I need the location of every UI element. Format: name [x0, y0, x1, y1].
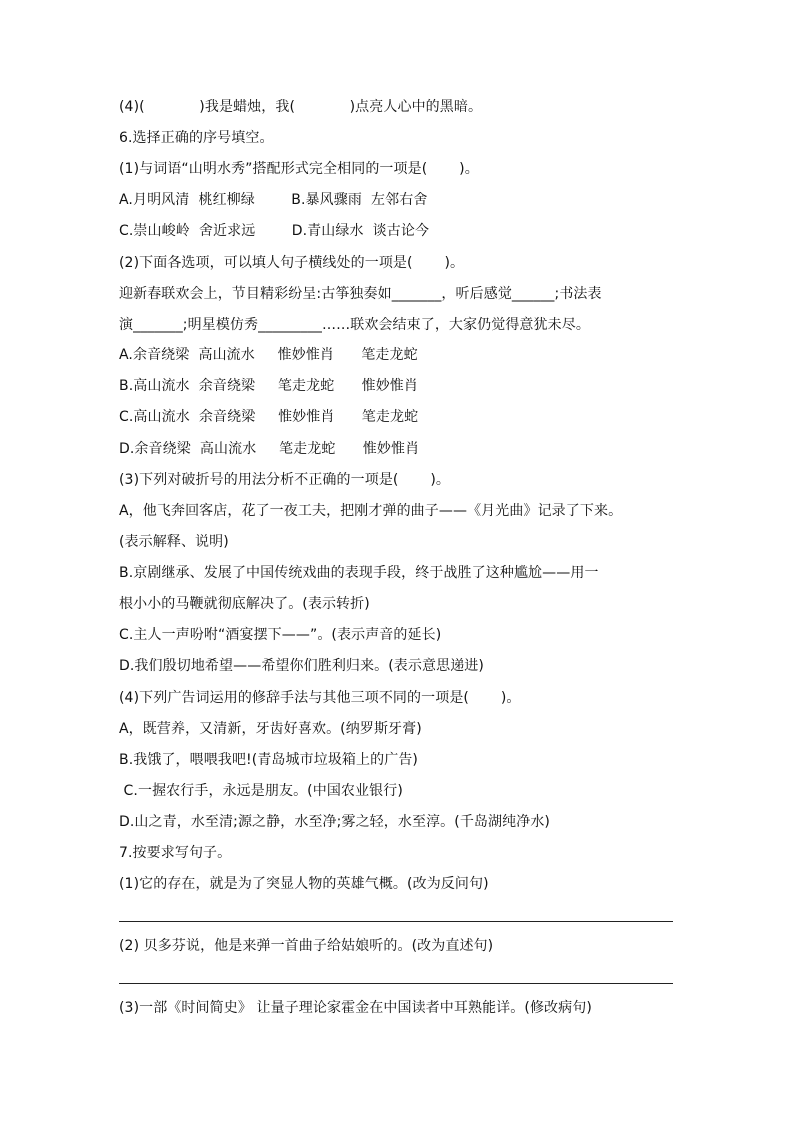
- q6-2-option-b: B.高山流水 余音绕梁 笔走龙蛇 惟妙惟肖: [119, 378, 419, 394]
- q6-2-option-d: D.余音绕梁 高山流水 笔走龙蛇 惟妙惟肖: [119, 441, 420, 457]
- q6-3-option-a: A，他飞奔回客店，花了一夜工夫，把刚才弹的曲子——《月光曲》记录了下来。: [119, 503, 623, 519]
- q7-1-stem: (1)它的存在，就是为了突显人物的英雄气概。(改为反问句): [119, 876, 489, 892]
- q6-2-passage-line2: 演_______;明星模仿秀_________……联欢会结束了，大家仍觉得意犹未尽。: [119, 317, 590, 333]
- q6-3-option-b-line1: B.京剧继承、发展了中国传统戏曲的表现手段，终于战胜了这种尴尬——用一: [119, 565, 599, 581]
- q7-2-answer-line[interactable]: [119, 983, 673, 984]
- q6-1-options-cd: C.崇山峻岭 舍近求远 D.青山绿水 谈古论今: [119, 223, 430, 239]
- q6-4-option-b: B.我饿了，喂喂我吧!(青岛城市垃圾箱上的广告): [119, 752, 418, 768]
- q5-4-text: (4)( )我是蜡烛，我( )点亮人心中的黑暗。: [119, 99, 483, 115]
- q6-2-option-a: A.余音绕梁 高山流水 惟妙惟肖 笔走龙蛇: [119, 347, 418, 363]
- q7-2-stem: (2) 贝多芬说，他是来弹一首曲子给姑娘听的。(改为直述句): [119, 938, 494, 954]
- q6-3-option-b-line2: 根小小的马鞭就彻底解决了。(表示转折): [119, 596, 370, 612]
- q6-1-options-ab: A.月明风清 桃红柳绿 B.暴风骤雨 左邻右舍: [119, 192, 428, 208]
- q6-2-stem: (2)下面各选项，可以填人句子横线处的一项是( )。: [119, 255, 465, 271]
- q6-4-option-c: C.一握农行手，永远是朋友。(中国农业银行): [119, 783, 403, 799]
- q6-4-option-a: A，既营养，又清新，牙齿好喜欢。(纳罗斯牙膏): [119, 721, 422, 737]
- q6-3-option-a-note: (表示解释、说明): [119, 534, 229, 550]
- q6-2-option-c: C.高山流水 余音绕梁 惟妙惟肖 笔走龙蛇: [119, 409, 419, 425]
- q7-heading: 7.按要求写句子。: [119, 845, 232, 861]
- q6-4-option-d: D.山之青，水至清;源之静，水至净;雾之轻，水至淳。(千岛湖纯净水): [119, 814, 550, 830]
- q7-1-answer-line[interactable]: [119, 921, 673, 922]
- q7-3-stem: (3)一部《时间简史》 让量子理论家霍金在中国读者中耳熟能详。(修改病句): [119, 1000, 592, 1016]
- q6-heading: 6.选择正确的序号填空。: [119, 130, 274, 146]
- q6-2-passage-line1: 迎新春联欢会上，节目精彩纷呈:古筝独奏如_______，听后感觉______;书法表: [119, 286, 602, 302]
- q6-3-option-d: D.我们殷切地希望——希望你们胜利归来。(表示意思递进): [119, 658, 484, 674]
- q6-3-option-c: C.主人一声吩咐“酒宴摆下——”。(表示声音的延长): [119, 627, 442, 643]
- q6-1-stem: (1)与词语“山明水秀”搭配形式完全相同的一项是( )。: [119, 161, 479, 177]
- q6-3-stem: (3)下列对破折号的用法分析不正确的一项是( )。: [119, 472, 451, 488]
- q6-4-stem: (4)下列广告词运用的修辞手法与其他三项不同的一项是( )。: [119, 690, 521, 706]
